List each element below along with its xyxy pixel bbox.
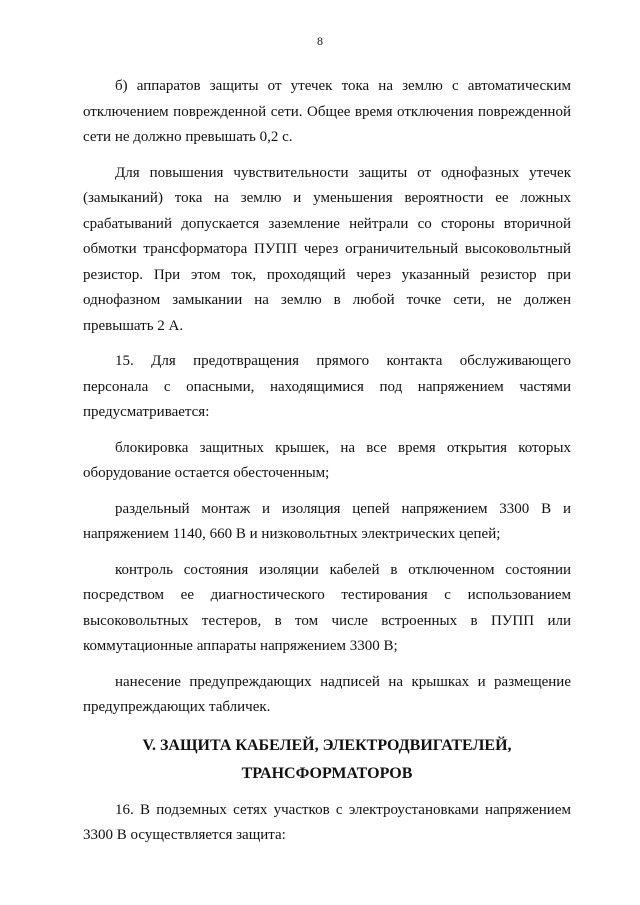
paragraph-cover-interlock: блокировка защитных крышек, на все время открытия которых оборудование остается обесточенным; — [83, 439, 571, 481]
paragraph-insulation-control: контроль состояния изоляции кабелей в отключенном состоянии посредством ее диагностического тестирования с использованием высоковольтных тестеров, в том числе встроенных в ПУПП или коммутационные аппараты напряжением 3300 В; — [83, 561, 571, 654]
paragraph-separate-mounting: раздельный монтаж и изоляция цепей напряжением 3300 В и напряжением 1140, 660 В и низковольтных электрических цепей; — [83, 500, 571, 542]
paragraph-item-15: 15. Для предотвращения прямого контакта обслуживающего персонала с опасными, находящимися под напряжением частями предусматривается: — [83, 353, 571, 420]
document-body — [83, 74, 571, 859]
page-number: 8 — [317, 34, 323, 48]
paragraph-neutral-grounding: Для повышения чувствительности защиты от однофазных утечек (замыканий) тока на землю и уменьшения вероятности ее ложных срабатываний допускается заземление нейтрали со стороны вторичной обмотки трансформатора ПУПП через ограничительный высоковольтный резистор. При этом ток, проходящий через указанный резистор при однофазном замыкании на землю в любой точке сети, не должен превышать 2 А. — [83, 164, 571, 334]
paragraph-warning-labels: нанесение предупреждающих надписей на крышках и размещение предупреждающих табличек. — [83, 673, 571, 715]
section-heading-line-2: ТРАНСФОРМАТОРОВ — [241, 764, 413, 782]
paragraph-item-16: 16. В подземных сетях участков с электроустановками напряжением 3300 В осуществляется защита: — [83, 801, 571, 843]
paragraph-protection-devices: б) аппаратов защиты от утечек тока на землю с автоматическим отключением поврежденной сети. Общее время отключения поврежденной сети не должно превышать 0,2 с. — [83, 78, 571, 145]
section-heading-line-1: V. ЗАЩИТА КАБЕЛЕЙ, ЭЛЕКТРОДВИГАТЕЛЕЙ, — [142, 736, 512, 754]
section-heading — [83, 732, 571, 788]
